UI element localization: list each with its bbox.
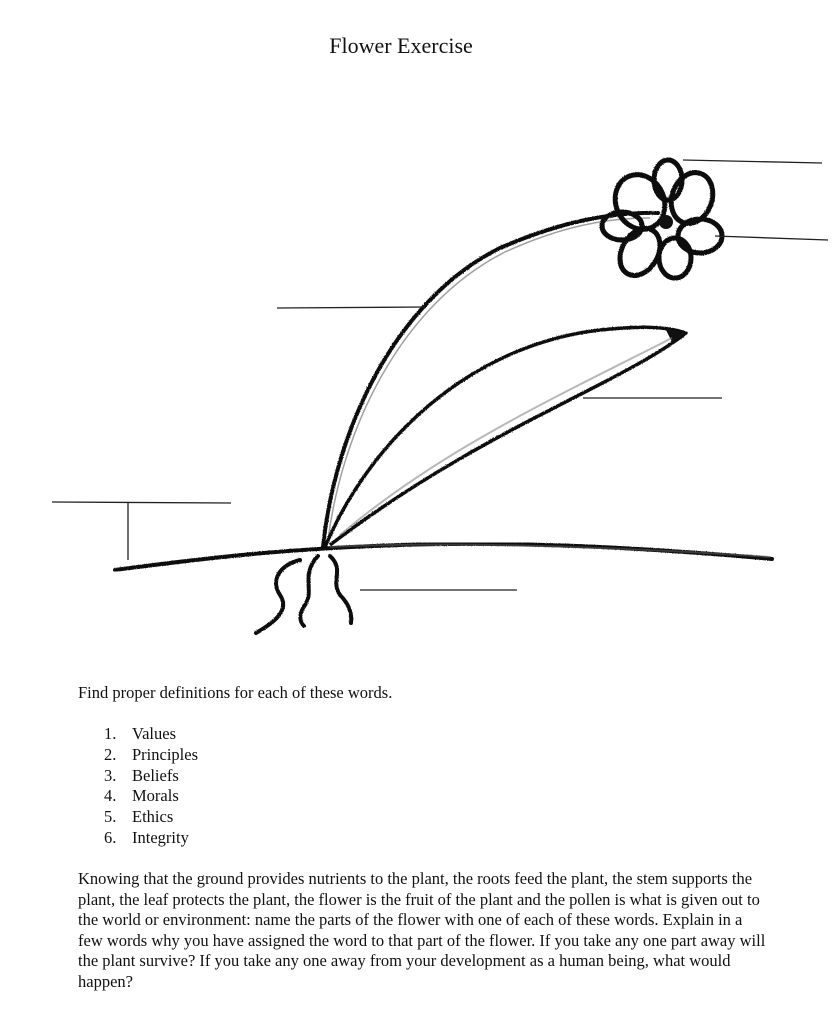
answer-line-ground[interactable] [52, 502, 231, 503]
list-item [104, 828, 198, 849]
list-item-number: 3. [104, 765, 117, 785]
list-item [104, 807, 198, 828]
list-item [104, 745, 198, 766]
petal-bottom-right [659, 238, 691, 278]
list-item-number: 5. [104, 807, 117, 827]
ground-line [115, 544, 772, 570]
list-item-word: Beliefs [132, 765, 179, 785]
root-middle [300, 556, 318, 626]
list-item-word: Integrity [132, 827, 189, 847]
list-item [104, 766, 198, 787]
leaf [325, 327, 686, 547]
flower-center [659, 215, 673, 229]
answer-line-flower-top[interactable] [683, 160, 822, 163]
stem-shade [328, 218, 650, 540]
answer-line-stem[interactable] [277, 307, 425, 308]
list-item-word: Values [132, 724, 176, 743]
list-item-number: 4. [104, 786, 117, 806]
list-item-word: Ethics [132, 807, 174, 827]
list-item-number: 1. [104, 724, 117, 743]
exercise-paragraph: Knowing that the ground provides nutrients to the plant, the roots feed the plant, the stem supports the plant, the leaf protects the plant, the flower is the fruit of the plant and the pollen is what is given out to the world or environment: name the parts of the flower with one of each of these words. Explain in a few words why you have assigned the word to that part of the flower. If you take any one part away will the plant survive? If you take any one away from your development as a human being, what would happen? [78, 869, 766, 991]
word-list [104, 724, 198, 849]
answer-lines [52, 160, 828, 590]
list-item-number: 6. [104, 827, 117, 847]
page-title: Flower Exercise [329, 33, 473, 58]
leaf-shade [340, 338, 672, 535]
list-item-word: Principles [132, 744, 198, 764]
instruction-text: Find proper definitions for each of these words. [78, 683, 393, 702]
root-right [330, 556, 351, 623]
list-item [104, 786, 198, 807]
roots [256, 556, 351, 633]
list-item-word: Morals [132, 786, 179, 806]
root-left [256, 560, 300, 633]
list-item-number: 2. [104, 744, 117, 764]
answer-line-flower-right[interactable] [715, 236, 828, 240]
list-item [104, 724, 198, 745]
